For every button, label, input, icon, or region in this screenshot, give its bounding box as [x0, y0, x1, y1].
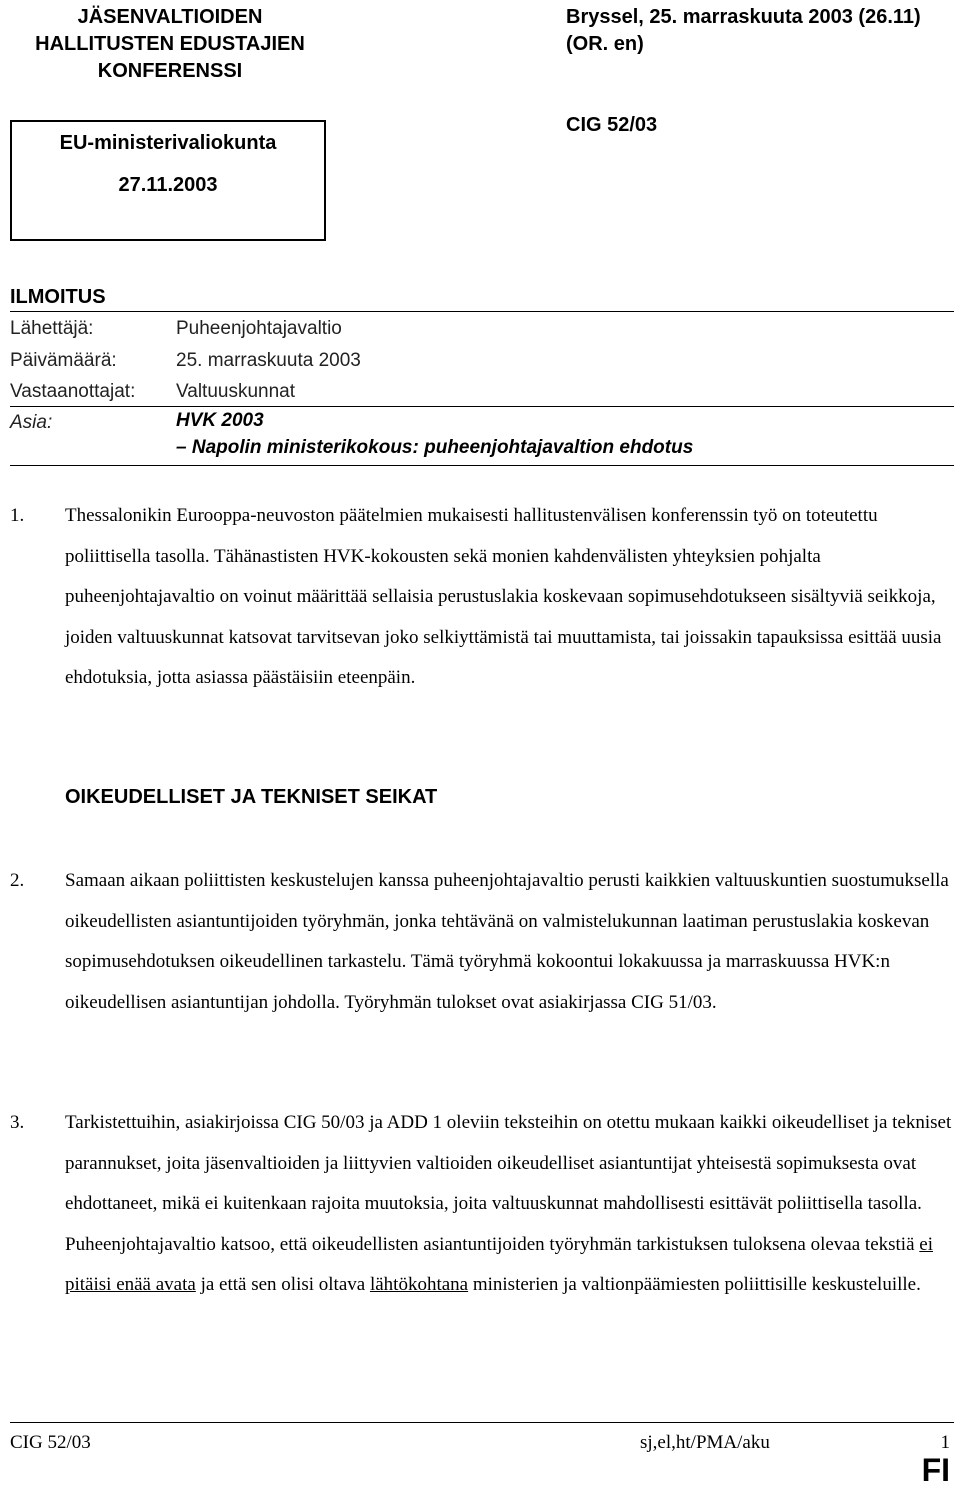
from-value: Puheenjohtajavaltio	[176, 318, 342, 339]
footer-doc-code: CIG 52/03	[10, 1432, 91, 1453]
footer-reference: sj,el,ht/PMA/aku	[640, 1432, 770, 1453]
footer-divider	[10, 1422, 954, 1423]
paragraph-text-part: ja että sen olisi oltava	[195, 1274, 370, 1295]
conference-title-line-2: HALLITUSTEN EDUSTAJIEN	[35, 33, 305, 55]
subject-line-2: – Napolin ministerikokous: puheenjohtajavaltion ehdotus	[176, 437, 694, 458]
notice-title: ILMOITUS	[10, 286, 106, 308]
paragraph-2	[10, 861, 954, 1023]
place-date-line: Bryssel, 25. marraskuuta 2003 (26.11)	[566, 6, 921, 28]
section-heading: OIKEUDELLISET JA TEKNISET SEIKAT	[65, 786, 438, 808]
paragraph-3	[10, 1103, 954, 1306]
date-label: Päivämäärä:	[10, 350, 117, 371]
place-and-date	[566, 4, 921, 58]
document-code: CIG 52/03	[566, 114, 658, 136]
paragraph-text	[65, 1103, 954, 1306]
paragraph-text: Samaan aikaan poliittisten keskustelujen kanssa puheenjohtajavaltio perusti kaikkien valtuuskuntien suostumuksella oikeudellisten asiantuntijoiden työryhmän, jonka tehtävänä on valmistelukunnan laatiman perustuslakia koskevan sopimusehdotuksen oikeudellinen tarkastelu. Tämä työryhmä kokoontui lokakuussa ja marraskuussa HVK:n oikeudellisen asiantuntijan johdolla. Työryhmän tulokset ovat asiakirjassa CIG 51/03.	[65, 870, 949, 1013]
subject-line-1: HVK 2003	[176, 410, 264, 431]
conference-title	[0, 4, 340, 85]
language-code: FI	[921, 1452, 950, 1488]
paragraph-text: Thessalonikin Eurooppa-neuvoston päätelmien mukaisesti hallitustenvälisen konferenssin työ on toteutettu poliittisella tasolla. Tähänastisten HVK-kokousten sekä monien kahdenvälisten yhteyksien pohjalta puheenjohtajavaltio on voinut määrittää sellaisia perustuslakia koskevaan sopimusehdotukseen sisältyviä seikkoja, joiden valtuuskunnat katsovat tarvitsevan joko selkiyttämistä tai muuttamista, tai joissakin tapauksissa esittää uusia ehdotuksia, jotta asiassa päästäisiin eteenpäin.	[65, 505, 942, 688]
underlined-phrase: lähtökohtana	[369, 1274, 469, 1295]
paragraph-number: 1.	[10, 505, 25, 526]
recipients-value: Valtuuskunnat	[176, 381, 296, 402]
paragraph-text-part: Tarkistettuihin, asiakirjoissa CIG 50/03 ja ADD 1 oleviin teksteihin on otettu mukaan kaikki oikeudelliset ja tekniset parannukset, joita jäsenvaltioiden ja liittyvien valtioiden oikeudelliset asiantuntijat yhteisestä sopimuksesta ovat ehdottaneet, mikä ei kuitenkaan rajoita muutoksia, joita valtuuskunnat mahdollisesti esittävät poliittisella tasolla. Puheenjohtajavaltio katsoo, että oikeudellisten asiantuntijoiden työryhmän tarkistuksen tuloksena olevaa tekstiä	[65, 1112, 952, 1255]
paragraph-number: 3.	[10, 1112, 25, 1133]
conference-title-line-1: JÄSENVALTIOIDEN	[77, 6, 263, 28]
date-value: 25. marraskuuta 2003	[176, 350, 361, 371]
recipients-label: Vastaanottajat:	[10, 381, 136, 402]
divider	[10, 311, 954, 312]
paragraph-number: 2.	[10, 870, 25, 891]
conference-title-line-3: KONFERENSSI	[97, 60, 243, 82]
divider	[10, 406, 954, 407]
subject-label: Asia:	[10, 412, 53, 433]
paragraph-text-part: ministerien ja valtionpäämiesten poliittisille keskusteluille.	[468, 1274, 921, 1295]
paragraph-1	[10, 496, 954, 699]
from-label: Lähettäjä:	[10, 318, 94, 339]
meeting-box	[10, 120, 326, 241]
meeting-body: EU-ministerivaliokunta	[59, 132, 277, 154]
underlined-phrase: ei pitäisi enää avata	[65, 1233, 933, 1295]
original-language: (OR. en)	[566, 33, 644, 55]
divider	[10, 465, 954, 466]
meeting-date: 27.11.2003	[118, 174, 218, 196]
page-number: 1	[940, 1432, 950, 1453]
